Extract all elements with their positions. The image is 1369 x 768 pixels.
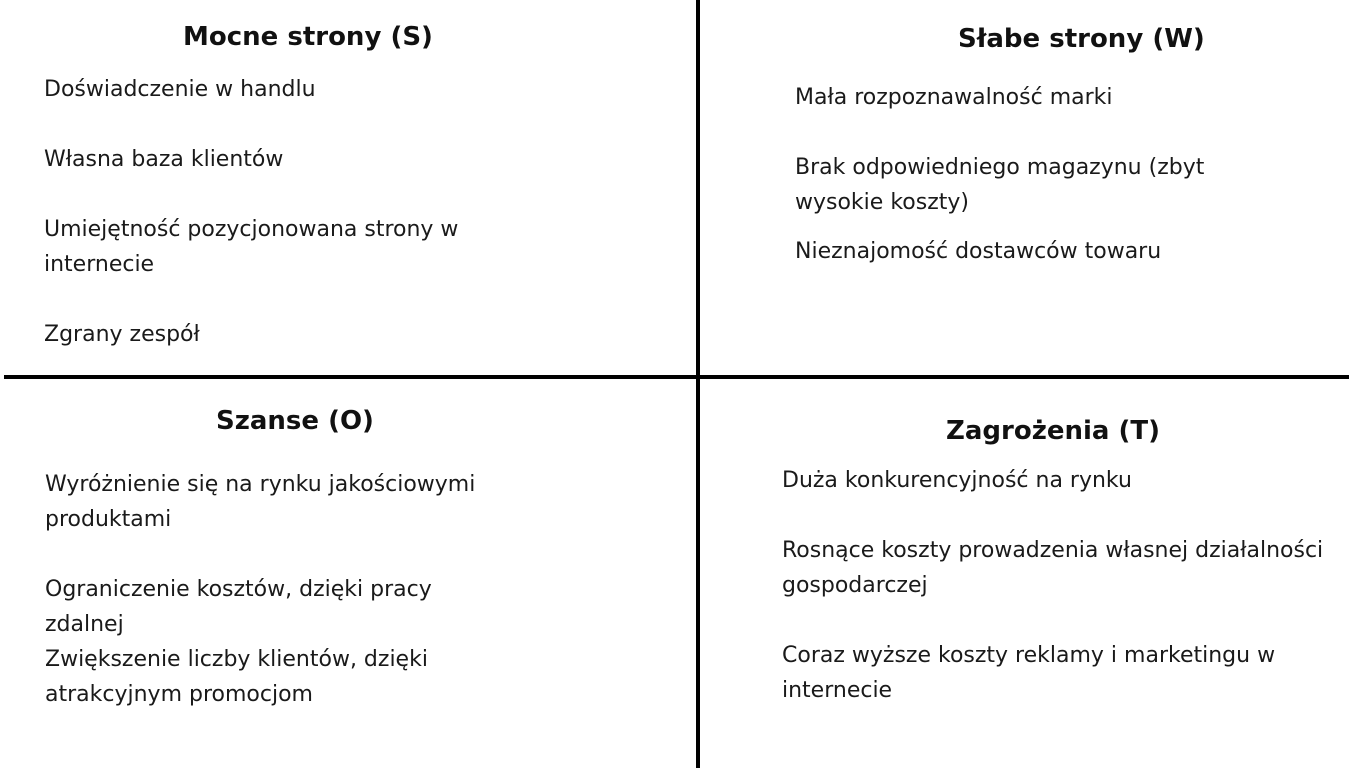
strength-item: Umiejętność pozycjonowana strony w internecie (44, 217, 459, 277)
weakness-item: Brak odpowiedniego magazynu (zbyt wysokie koszty) (795, 155, 1205, 215)
strength-item: Zgrany zespół (44, 322, 200, 347)
strengths-heading: Mocne strony (S) (183, 22, 433, 52)
threats-heading: Zagrożenia (T) (946, 416, 1160, 446)
strength-item: Doświadczenie w handlu (44, 77, 316, 102)
strength-item: Własna baza klientów (44, 147, 284, 172)
opportunity-item: Ograniczenie kosztów, dzięki pracy zdalnej (45, 577, 432, 637)
weakness-item: Mała rozpoznawalność marki (795, 85, 1113, 110)
opportunity-item: Wyróżnienie się na rynku jakościowymi produktami (45, 472, 476, 532)
threat-item: Duża konkurencyjność na rynku (782, 468, 1132, 493)
weakness-item: Nieznajomość dostawców towaru (795, 239, 1162, 264)
threat-item: Rosnące koszty prowadzenia własnej działalności gospodarczej (782, 538, 1324, 598)
opportunity-item: Zwiększenie liczby klientów, dzięki atrakcyjnym promocjom (45, 647, 428, 707)
weaknesses-heading: Słabe strony (W) (958, 24, 1205, 54)
opportunities-heading: Szanse (O) (216, 406, 374, 436)
threat-item: Coraz wyższe koszty reklamy i marketingu w internecie (782, 643, 1276, 703)
horizontal-divider (4, 375, 1349, 379)
vertical-divider (696, 0, 700, 768)
